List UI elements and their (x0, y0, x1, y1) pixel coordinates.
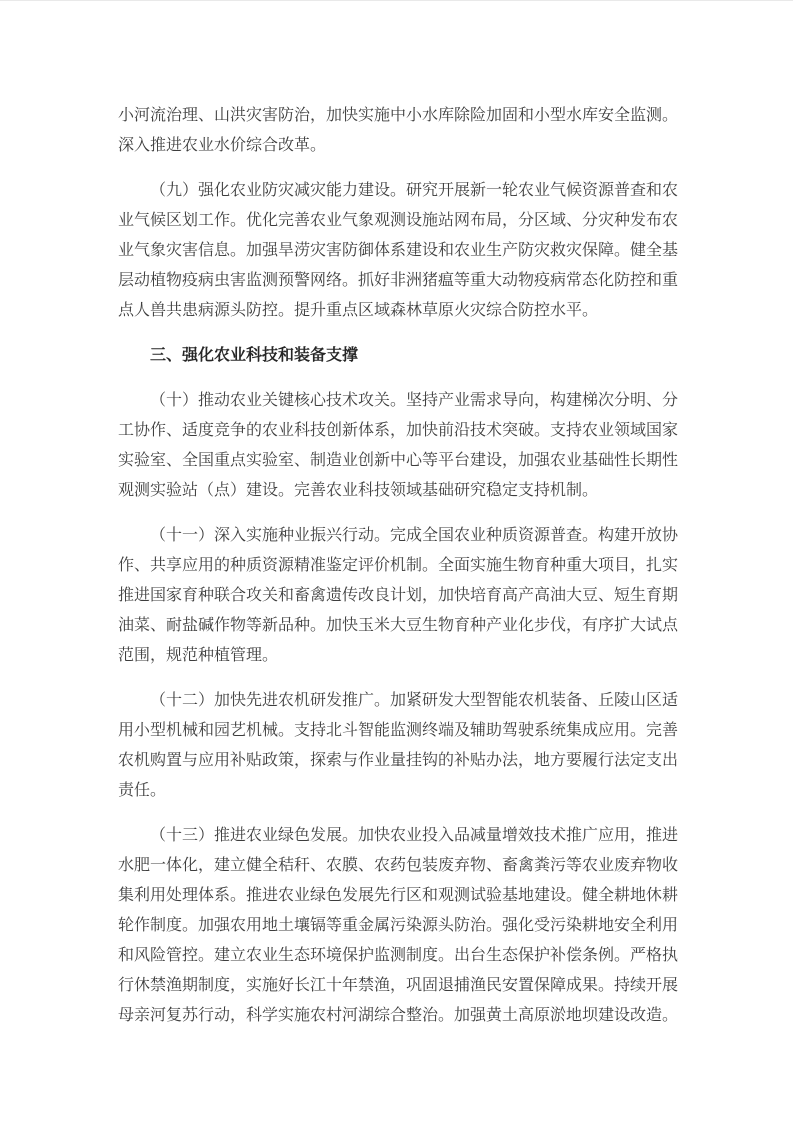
paragraph-item-13: （十三）推进农业绿色发展。加快农业投入品减量增效技术推广应用，推进水肥一体化，建立健全秸秆、农膜、农药包装废弃物、畜禽粪污等农业废弃物收集利用处理体系。推进农业绿色发展先行区和观测试验基地建设。健全耕地休耕轮作制度。加强农用地土壤镉等重金属污染源头防治。强化受污染耕地安全利用和风险管控。建立农业生态环境保护监测制度。出台生态保护补偿条例。严格执行休禁渔期制度，实施好长江十年禁渔，巩固退捕渔民安置保障成果。持续开展母亲河复苏行动，科学实施农村河湖综合整治。加强黄土高原淤地坝建设改造。 (118, 827, 679, 1024)
paragraph-item-9: （九）强化农业防灾减灾能力建设。研究开展新一轮农业气候资源普查和农业气候区划工作。优化完善农业气象观测设施站网布局，分区域、分灾种发布农业气象灾害信息。加强旱涝灾害防御体系建设和农业生产防灾救灾保障。健全基层动植物疫病虫害监测预警网络。抓好非洲猪瘟等重大动物疫病常态化防控和重点人兽共患病源头防控。提升重点区域森林草原火灾综合防控水平。 (118, 182, 679, 319)
paragraph-item-12: （十二）加快先进农机研发推广。加紧研发大型智能农机装备、丘陵山区适用小型机械和园艺机械。支持北斗智能监测终端及辅助驾驶系统集成应用。完善农机购置与应用补贴政策，探索与作业量挂钩的补贴办法，地方要履行法定支出责任。 (118, 692, 679, 799)
paragraph-item-11: （十一）深入实施种业振兴行动。完成全国农业种质资源普查。构建开放协作、共享应用的种质资源精准鉴定评价机制。全面实施生物育种重大项目，扎实推进国家育种联合攻关和畜禽遗传改良计划，加快培育高产高油大豆、短生育期油菜、耐盐碱作物等新品种。加快玉米大豆生物育种产业化步伐，有序扩大试点范围，规范种植管理。 (118, 527, 679, 664)
section-heading: 三、强化农业科技和装备支撑 (150, 347, 359, 364)
paragraph-continuation: 小河流治理、山洪灾害防治，加快实施中小水库除险加固和小型水库安全监测。深入推进农业水价综合改革。 (118, 107, 679, 154)
paragraph-item-10: （十）推动农业关键核心技术攻关。坚持产业需求导向，构建梯次分明、分工协作、适度竞争的农业科技创新体系，加快前沿技术突破。支持农业领域国家实验室、全国重点实验室、制造业创新中心等平台建设，加强农业基础性长期性观测实验站（点）建设。完善农业科技领域基础研究稳定支持机制。 (118, 392, 679, 499)
